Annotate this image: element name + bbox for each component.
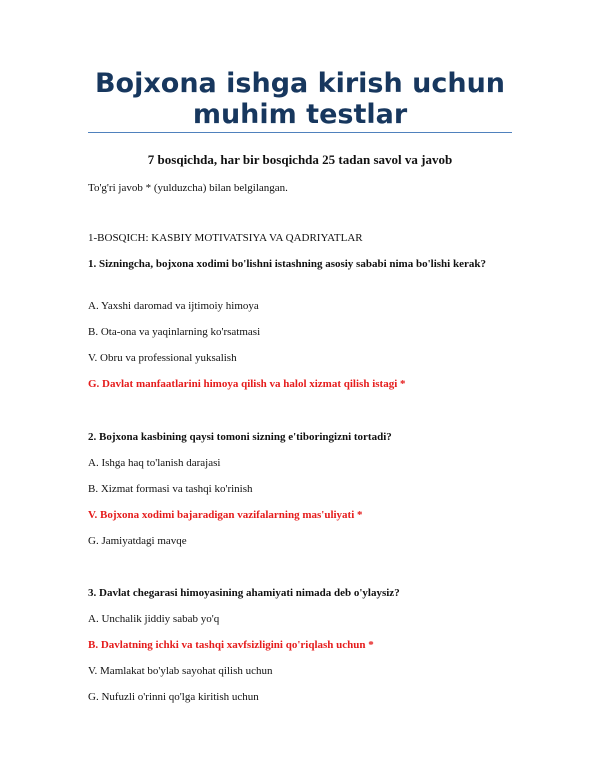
q1-option-v: V. Obru va professional yuksalish: [88, 352, 237, 364]
q3-option-b-correct: B. Davlatning ichki va tashqi xavfsizligini qo'riqlash uchun *: [88, 639, 374, 651]
q1-option-a: A. Yaxshi daromad va ijtimoiy himoya: [88, 300, 259, 312]
q3-option-g: G. Nufuzli o'rinni qo'lga kiritish uchun: [88, 691, 259, 703]
q2-option-a: A. Ishga haq to'lanish darajasi: [88, 457, 221, 469]
q2-option-g: G. Jamiyatdagi mavqe: [88, 535, 187, 547]
question-3: 3. Davlat chegarasi himoyasining ahamiyati nimada deb o'ylaysiz?: [88, 587, 400, 599]
title-underline: [88, 132, 512, 133]
q2-option-b: B. Xizmat formasi va tashqi ko'rinish: [88, 483, 253, 495]
section-heading: 1-BOSQICH: KASBIY MOTIVATSIYA VA QADRIYATLAR: [88, 232, 363, 244]
question-1: 1. Sizningcha, bojxona xodimi bo'lishni istashning asosiy sababi nima bo'lishi kerak?: [88, 258, 486, 270]
q3-option-a: A. Unchalik jiddiy sabab yo'q: [88, 613, 220, 625]
q3-option-v: V. Mamlakat bo'ylab sayohat qilish uchun: [88, 665, 273, 677]
question-2: 2. Bojxona kasbining qaysi tomoni sizning e'tiboringizni tortadi?: [88, 431, 392, 443]
document-title: Bojxona ishga kirish uchun muhim testlar: [94, 68, 506, 130]
q1-option-g-correct: G. Davlat manfaatlarini himoya qilish va halol xizmat qilish istagi *: [88, 378, 406, 390]
q2-option-v-correct: V. Bojxona xodimi bajaradigan vazifalarning mas'uliyati *: [88, 509, 363, 521]
document-subtitle: 7 bosqichda, har bir bosqichda 25 tadan savol va javob: [147, 152, 453, 167]
answer-key-note: To'g'ri javob * (yulduzcha) bilan belgilangan.: [88, 182, 288, 194]
q1-option-b: B. Ota-ona va yaqinlarning ko'rsatmasi: [88, 326, 261, 338]
